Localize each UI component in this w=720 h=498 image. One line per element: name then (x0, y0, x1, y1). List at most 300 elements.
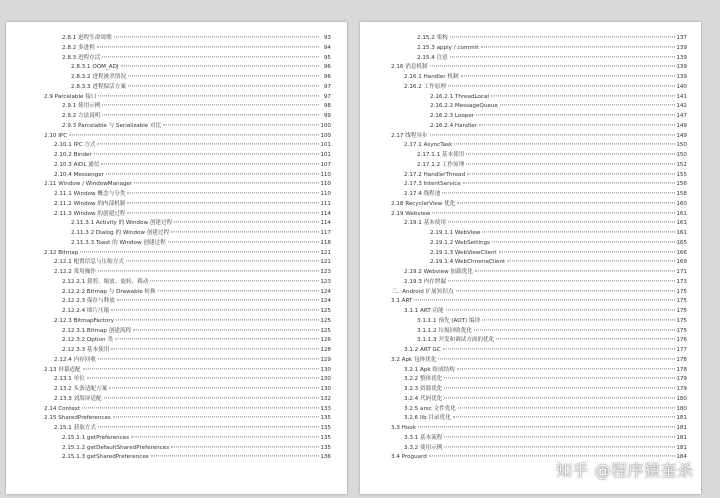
toc-entry-page-number: 98 (323, 103, 331, 110)
toc-dot-leader (168, 241, 319, 242)
toc-entry[interactable] (6, 453, 347, 463)
toc-entry[interactable] (360, 34, 701, 44)
toc-dot-leader (102, 105, 319, 106)
toc-entry[interactable] (6, 249, 347, 259)
toc-entry-page-number: 149 (676, 132, 687, 139)
toc-entry[interactable] (6, 83, 347, 93)
toc-entry[interactable] (360, 336, 701, 346)
toc-dot-leader (457, 368, 675, 369)
toc-entry-title: 2.16 消息机制 (391, 64, 428, 71)
toc-entry-title: 2.9 Parcelable 接口 (44, 93, 97, 100)
toc-entry[interactable] (6, 132, 347, 142)
toc-entry[interactable] (6, 34, 347, 44)
toc-entry-title: 3.2.1 Apk 组成结构 (404, 366, 455, 373)
toc-entry[interactable] (360, 268, 701, 278)
toc-entry[interactable] (6, 278, 347, 288)
toc-entry[interactable] (6, 229, 347, 239)
toc-entry[interactable] (6, 180, 347, 190)
toc-entry[interactable] (360, 112, 701, 122)
toc-entry[interactable] (360, 375, 701, 385)
toc-entry-title: 2.15.4 注意 (417, 54, 448, 61)
toc-entry[interactable] (6, 44, 347, 54)
toc-dot-leader (482, 319, 675, 320)
toc-dot-leader (131, 436, 319, 437)
toc-dot-leader (499, 251, 675, 252)
toc-dot-leader (102, 114, 319, 115)
toc-entry[interactable] (6, 336, 347, 346)
toc-entry[interactable] (6, 424, 347, 434)
toc-entry[interactable] (6, 219, 347, 229)
toc-entry[interactable] (6, 190, 347, 200)
toc-entry-title: 三、Android 扩展知识点 (391, 288, 454, 295)
toc-entry-page-number: 95 (323, 54, 331, 61)
toc-entry[interactable] (6, 414, 347, 424)
toc-entry-title: 2.8.3 进程存活 (62, 54, 101, 61)
toc-entry[interactable] (6, 258, 347, 268)
toc-dot-leader (479, 124, 675, 125)
toc-dot-leader (453, 417, 675, 418)
toc-entry-page-number: 139 (676, 64, 687, 71)
toc-dot-leader (444, 446, 675, 447)
toc-dot-leader (69, 134, 319, 135)
toc-dot-leader (158, 290, 319, 291)
toc-entry[interactable] (360, 44, 701, 54)
toc-entry-page-number: 175 (676, 288, 687, 295)
toc-entry-page-number: 123 (320, 269, 331, 275)
toc-entry-page-number: 165 (676, 239, 687, 246)
toc-entry-title: 3.3.2 使用示例 (404, 444, 443, 451)
toc-entry-page-number: 171 (676, 269, 687, 275)
toc-entry[interactable] (360, 297, 701, 307)
toc-entry[interactable] (6, 444, 347, 454)
toc-entry-page-number: 101 (320, 142, 331, 149)
toc-dot-leader (116, 319, 319, 320)
toc-entry-page-number: 130 (320, 366, 331, 373)
toc-dot-leader (128, 85, 319, 86)
toc-entry[interactable] (360, 229, 701, 239)
toc-entry[interactable] (6, 288, 347, 298)
toc-entry[interactable] (6, 210, 347, 220)
toc-entry[interactable] (360, 171, 701, 181)
toc-entry[interactable] (360, 83, 701, 93)
toc-entry-title: 2.10.1 IPC 方式 (54, 142, 96, 149)
toc-entry-title: 3.2.5 arsc 文件优化 (404, 405, 456, 412)
toc-entry[interactable] (6, 297, 347, 307)
toc-entry-page-number: 125 (320, 317, 331, 324)
toc-entry-title: 2.16.2.2 MessageQueue (430, 103, 498, 110)
toc-entry[interactable] (360, 190, 701, 200)
toc-entry-title: 2.15 SharedPreferences (44, 415, 111, 422)
toc-entry-title: 2.17.1.2 工作原理 (417, 161, 465, 168)
toc-dot-leader (102, 56, 319, 57)
toc-entry-page-number: 139 (676, 74, 687, 80)
toc-entry-title: 3.3 Hook (391, 425, 416, 431)
toc-dot-leader (438, 358, 675, 359)
toc-entry[interactable] (6, 93, 347, 103)
toc-dot-leader (432, 212, 675, 213)
toc-entry[interactable] (360, 405, 701, 415)
toc-entry-title: 2.12.2 常用操作 (54, 269, 96, 275)
toc-entry-title: 2.19.3 内存泄漏 (404, 278, 446, 285)
toc-entry-page-number: 137 (676, 35, 687, 41)
toc-entry[interactable] (360, 239, 701, 249)
toc-dot-leader (414, 300, 675, 301)
toc-dot-leader (475, 270, 675, 271)
toc-dot-leader (444, 378, 675, 379)
toc-dot-leader (82, 407, 319, 408)
toc-entry[interactable] (360, 346, 701, 356)
toc-entry[interactable] (6, 375, 347, 385)
watermark: 知乎 @程序猿奎杀 (556, 461, 694, 480)
toc-entry-title: 3.1.1.1 预先 (AOT) 编译 (417, 317, 481, 324)
toc-entry-title: 2.16.2.1 ThreadLocal (430, 93, 489, 100)
toc-entry[interactable] (6, 171, 347, 181)
toc-entry-page-number: 110 (320, 171, 331, 178)
toc-entry-page-number: 126 (320, 337, 331, 344)
toc-dot-leader (482, 231, 675, 232)
toc-entry-page-number: 101 (320, 152, 331, 158)
toc-entry-title: 3.1 ART (391, 298, 413, 305)
toc-entry-page-number: 176 (676, 337, 687, 344)
toc-entry-title: 3.1.1 ART 功能 (404, 308, 444, 314)
toc-entry-title: 2.13 屏幕适配 (44, 366, 81, 373)
toc-dot-leader (98, 426, 319, 427)
toc-dot-leader (444, 436, 675, 437)
toc-entry-page-number: 114 (320, 210, 331, 217)
toc-entry[interactable] (360, 200, 701, 210)
toc-entry-page-number: 173 (676, 278, 687, 285)
toc-entry-title: 2.12.3.3 基本使用 (62, 347, 110, 353)
toc-entry[interactable] (6, 73, 347, 83)
toc-entry-title: 2.19.1.2 WebSettings (430, 239, 491, 246)
toc-entry-page-number: 135 (320, 415, 331, 422)
toc-entry[interactable] (360, 132, 701, 142)
toc-entry-title: 2.16.2.3 Looper (430, 113, 475, 119)
toc-dot-leader (171, 446, 319, 447)
toc-entry-title: 2.19.1.1 WebView (430, 230, 481, 236)
toc-entry-page-number: 155 (676, 171, 687, 178)
toc-entry-page-number: 142 (676, 103, 687, 110)
toc-dot-leader (492, 241, 675, 242)
toc-entry-page-number: 181 (676, 425, 687, 431)
toc-dot-leader (443, 348, 675, 349)
toc-entry[interactable] (360, 356, 701, 366)
toc-entry-title: 3.4 Proguard (391, 454, 427, 461)
toc-dot-leader (121, 66, 319, 67)
toc-entry-page-number: 179 (676, 376, 687, 383)
toc-entry-title: 2.13.2 头条适配方案 (54, 386, 108, 392)
toc-entry[interactable] (360, 327, 701, 337)
toc-dot-leader (450, 56, 675, 57)
toc-entry-page-number: 135 (320, 434, 331, 441)
toc-entry-page-number: 181 (676, 415, 687, 422)
toc-entry[interactable] (6, 200, 347, 210)
toc-entry-title: 2.10.3 AIDL 通信 (54, 161, 100, 168)
toc-dot-leader (467, 173, 675, 174)
toc-entry-title: 3.3.1 基本流程 (404, 434, 443, 441)
toc-dot-leader (133, 329, 319, 330)
toc-entry[interactable] (6, 317, 347, 327)
toc-entry-page-number: 141 (676, 93, 687, 100)
toc-entry-page-number: 147 (676, 113, 687, 119)
toc-entry-page-number: 161 (676, 230, 687, 236)
toc-entry-page-number: 125 (320, 308, 331, 314)
toc-entry[interactable] (6, 434, 347, 444)
toc-entry-title: 2.11.3 Window 的创建过程 (54, 210, 126, 217)
toc-dot-leader (174, 222, 319, 223)
toc-entry-page-number: 135 (320, 444, 331, 451)
toc-entry-page-number: 130 (320, 386, 331, 392)
toc-entry-title: 2.18 RecyclerView 优化 (391, 200, 456, 207)
toc-entry-title: 2.8.3.3 进程保活方案 (71, 83, 126, 90)
toc-dot-leader (448, 280, 675, 281)
toc-entry[interactable] (360, 444, 701, 454)
toc-entry[interactable] (6, 366, 347, 376)
toc-dot-leader (430, 66, 675, 67)
toc-entry[interactable] (360, 258, 701, 268)
toc-entry-title: 2.9.3 Parcelable 与 Serializable 对比 (62, 122, 162, 129)
toc-entry-page-number: 175 (676, 317, 687, 324)
toc-entry-title: 2.11.1 Window 概念与分类 (54, 191, 126, 197)
toc-entry-page-number: 135 (320, 425, 331, 431)
toc-entry-title: 2.12.4 内存回收 (54, 356, 96, 363)
toc-dot-leader (466, 153, 675, 154)
toc-dot-leader (127, 212, 319, 213)
toc-entry-page-number: 93 (323, 35, 331, 41)
toc-entry[interactable] (6, 151, 347, 161)
toc-entry[interactable] (360, 73, 701, 83)
toc-list-left (6, 34, 347, 463)
toc-entry[interactable] (6, 346, 347, 356)
toc-entry[interactable] (360, 249, 701, 259)
toc-entry[interactable] (6, 405, 347, 415)
toc-entry-page-number: 94 (323, 44, 331, 51)
toc-entry[interactable] (360, 414, 701, 424)
toc-dot-leader (87, 378, 319, 379)
toc-entry-title: 2.15.1.1 getPreferences (62, 434, 129, 441)
toc-entry-page-number: 96 (323, 64, 331, 71)
toc-entry-title: 2.15.3 apply / commit (417, 44, 479, 51)
toc-entry-title: 2.11.3.1 Activity 的 Window 创建过程 (71, 220, 173, 227)
toc-entry[interactable] (360, 366, 701, 376)
toc-dot-leader (458, 407, 675, 408)
toc-dot-leader (474, 329, 675, 330)
toc-entry[interactable] (6, 141, 347, 151)
toc-entry-page-number: 180 (676, 405, 687, 412)
toc-entry[interactable] (360, 288, 701, 298)
toc-dot-leader (128, 75, 319, 76)
toc-dot-leader (98, 358, 319, 359)
toc-dot-leader (444, 397, 675, 398)
toc-dot-leader (80, 251, 319, 252)
toc-entry-page-number: 158 (676, 191, 687, 197)
toc-entry-title: 2.15.1.2 getDefaultSharedPreferences (62, 444, 170, 451)
toc-entry[interactable] (360, 63, 701, 73)
toc-entry-page-number: 132 (320, 395, 331, 402)
toc-dot-leader (446, 309, 675, 310)
toc-entry-title: 2.16.2.4 Handler (430, 122, 477, 129)
toc-entry[interactable] (360, 180, 701, 190)
toc-entry[interactable] (360, 93, 701, 103)
toc-dot-leader (448, 222, 675, 223)
toc-entry-page-number: 100 (320, 122, 331, 129)
toc-dot-leader (117, 300, 319, 301)
toc-entry-title: 2.12.2.3 保存与释放 (62, 298, 115, 305)
toc-entry-page-number: 136 (320, 454, 331, 461)
toc-dot-leader (466, 163, 675, 164)
toc-entry[interactable] (360, 161, 701, 171)
toc-entry-title: 2.8.3.2 进程被杀情况 (71, 74, 126, 80)
toc-entry[interactable] (360, 434, 701, 444)
toc-entry-title: 2.12.2.2 Bitmap 与 Drawable 转换 (62, 288, 156, 295)
toc-entry-page-number: 117 (320, 230, 331, 236)
toc-entry-title: 3.2.3 资源优化 (404, 386, 443, 392)
toc-entry-page-number: 111 (320, 200, 331, 207)
toc-entry[interactable] (6, 239, 347, 249)
toc-entry[interactable] (6, 54, 347, 64)
toc-dot-leader (83, 368, 319, 369)
toc-entry[interactable] (360, 210, 701, 220)
toc-entry-title: 3.1.2 ART GC (404, 347, 441, 353)
toc-dot-leader (98, 270, 319, 271)
toc-list-right (360, 34, 701, 463)
toc-entry-title: 2.8.2 多进程 (62, 44, 95, 51)
toc-dot-leader (476, 114, 675, 115)
toc-entry[interactable] (360, 219, 701, 229)
toc-entry-page-number: 150 (676, 142, 687, 149)
toc-entry-page-number: 97 (323, 83, 331, 90)
toc-entry-page-number: 178 (676, 356, 687, 363)
toc-entry-page-number: 125 (320, 327, 331, 334)
toc-entry-page-number: 161 (676, 220, 687, 227)
toc-entry-title: 3.2.4 代码优化 (404, 395, 443, 402)
toc-entry-title: 2.17.4 线程池 (404, 191, 441, 197)
toc-entry-title: 2.16.1 Handler 机制 (404, 74, 459, 80)
toc-dot-leader (430, 134, 675, 135)
toc-entry-page-number: 100 (320, 132, 331, 139)
toc-dot-leader (106, 173, 319, 174)
toc-entry[interactable] (6, 307, 347, 317)
toc-entry[interactable] (6, 161, 347, 171)
toc-entry-title: 2.17.1.1 基本使用 (417, 152, 465, 158)
toc-entry[interactable] (6, 356, 347, 366)
toc-dot-leader (150, 280, 319, 281)
toc-entry[interactable] (360, 395, 701, 405)
toc-entry-page-number: 150 (676, 152, 687, 158)
toc-entry-title: 2.11.3.3 Toast 的 Window 创建过程 (71, 239, 166, 246)
toc-entry-title: 2.12.1 配置信息与压缩方式 (54, 259, 124, 266)
toc-entry[interactable] (6, 122, 347, 132)
toc-dot-leader (448, 85, 675, 86)
toc-entry-title: 2.19 Webview (391, 210, 431, 217)
toc-dot-leader (111, 348, 319, 349)
toc-entry[interactable] (360, 122, 701, 132)
toc-entry-page-number: 152 (676, 161, 687, 168)
toc-entry[interactable] (360, 307, 701, 317)
toc-dot-leader (481, 46, 675, 47)
toc-entry-page-number: 175 (676, 298, 687, 305)
toc-entry[interactable] (6, 395, 347, 405)
toc-entry-title: 2.14 Context (44, 405, 81, 412)
toc-entry-title: 2.17.1 AsyncTask (404, 142, 453, 149)
toc-entry-page-number: 161 (676, 210, 687, 217)
toc-entry-page-number: 110 (320, 191, 331, 197)
toc-entry[interactable] (6, 102, 347, 112)
toc-entry[interactable] (6, 63, 347, 73)
toc-entry[interactable] (360, 424, 701, 434)
toc-dot-leader (454, 144, 675, 145)
toc-dot-leader (171, 231, 319, 232)
toc-entry-page-number: 140 (676, 83, 687, 90)
toc-entry-title: 2.17.3 IntentService (404, 181, 461, 188)
toc-entry-page-number: 156 (676, 181, 687, 188)
toc-entry-page-number: 169 (676, 259, 687, 266)
toc-entry-page-number: 160 (676, 200, 687, 207)
toc-entry-page-number: 177 (676, 347, 687, 353)
toc-entry[interactable] (360, 278, 701, 288)
toc-entry-page-number: 121 (320, 259, 331, 266)
toc-dot-leader (127, 202, 319, 203)
toc-dot-leader (104, 397, 319, 398)
toc-entry-page-number: 149 (676, 122, 687, 129)
toc-dot-leader (463, 183, 675, 184)
toc-entry-title: 2.12 Bitmap (44, 249, 79, 256)
toc-entry-page-number: 121 (320, 249, 331, 256)
toc-entry-title: 2.12.2.1 裁剪、缩放、旋转、移动 (62, 278, 149, 285)
toc-entry-title: 2.13.1 单位 (54, 376, 85, 383)
toc-entry-page-number: 124 (320, 288, 331, 295)
toc-entry-page-number: 96 (323, 74, 331, 80)
toc-dot-leader (496, 339, 675, 340)
toc-entry-page-number: 107 (320, 161, 331, 168)
toc-entry[interactable] (360, 102, 701, 112)
toc-dot-leader (429, 456, 675, 457)
toc-entry-title: 2.19.1.3 WebViewClient (430, 249, 497, 256)
toc-dot-leader (418, 426, 675, 427)
toc-entry-title: 2.15.2 架构 (417, 35, 448, 41)
toc-entry[interactable] (360, 385, 701, 395)
toc-entry-title: 2.15.1.3 getSharedPreferences (62, 454, 149, 461)
toc-entry[interactable] (360, 54, 701, 64)
toc-entry-title: 2.11.3.2 Dialog 的 Window 创建过程 (71, 230, 170, 236)
toc-dot-leader (134, 183, 319, 184)
toc-entry-title: 3.1.1.2 垃圾回收优化 (417, 327, 472, 334)
toc-entry-title: 2.16.2 工作原理 (404, 83, 446, 90)
toc-entry[interactable] (6, 268, 347, 278)
toc-entry[interactable] (360, 151, 701, 161)
toc-dot-leader (457, 202, 675, 203)
toc-entry-title: 2.12.2.4 图片压缩 (62, 308, 110, 314)
toc-entry[interactable] (6, 385, 347, 395)
toc-entry[interactable] (360, 141, 701, 151)
toc-entry-page-number: 130 (320, 376, 331, 383)
toc-entry-title: 2.9.1 使用示例 (62, 103, 101, 110)
toc-entry-title: 2.8.1 进程生命周期 (62, 35, 112, 41)
toc-entry[interactable] (6, 327, 347, 337)
toc-dot-leader (113, 417, 319, 418)
toc-entry-page-number: 166 (676, 249, 687, 256)
toc-entry-title: 3.2.2 整体优化 (404, 376, 443, 383)
toc-entry-page-number: 133 (320, 405, 331, 412)
toc-entry[interactable] (360, 317, 701, 327)
toc-entry-title: 2.13.3 刘海屏适配 (54, 395, 102, 402)
toc-entry-page-number: 99 (323, 113, 331, 119)
toc-entry-title: 2.19.1 基本使用 (404, 220, 446, 227)
toc-dot-leader (442, 192, 675, 193)
toc-entry-page-number: 175 (676, 327, 687, 334)
toc-entry-title: 3.1.1.3 开发和调试方面的优化 (417, 337, 495, 344)
toc-entry[interactable] (6, 112, 347, 122)
